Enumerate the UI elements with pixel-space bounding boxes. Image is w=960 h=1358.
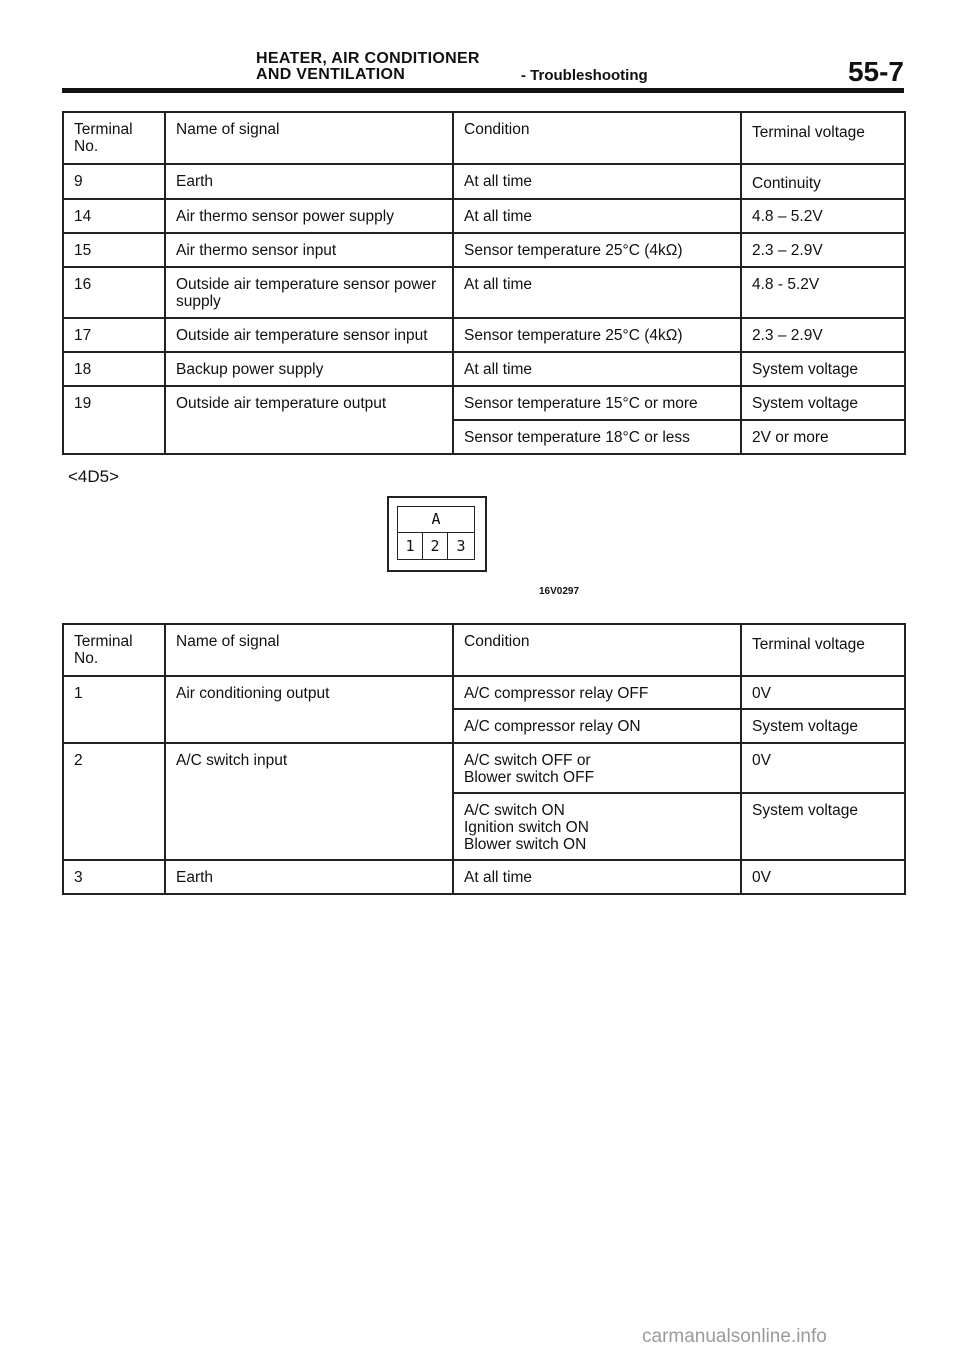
connector-pin: 3 xyxy=(456,537,466,555)
cell-terminal: 9 xyxy=(63,164,165,199)
section-title: - Troubleshooting xyxy=(521,67,648,84)
cell-signal xyxy=(165,420,453,454)
cell-voltage: Continuity xyxy=(741,164,905,199)
cell-condition: A/C compressor relay ON xyxy=(453,709,741,743)
cell-terminal: 15 xyxy=(63,233,165,267)
table-row xyxy=(63,420,905,454)
cell-condition: At all time xyxy=(453,352,741,386)
cell-terminal xyxy=(63,420,165,454)
table-header-row xyxy=(63,624,905,676)
cell-condition: At all time xyxy=(453,199,741,233)
cell-voltage: 2.3 – 2.9V xyxy=(741,233,905,267)
cell-terminal: 19 xyxy=(63,386,165,420)
cell-voltage: 4.8 - 5.2V xyxy=(741,267,905,318)
table-row xyxy=(63,318,905,352)
figure-code: 16V0297 xyxy=(539,586,580,597)
cell-voltage: System voltage xyxy=(741,386,905,420)
table-row xyxy=(63,860,905,894)
cell-terminal: 16 xyxy=(63,267,165,318)
chapter-title-line1: HEATER, AIR CONDITIONER xyxy=(256,50,480,67)
terminal-table-1 xyxy=(62,111,906,455)
cell-signal: Earth xyxy=(165,860,453,894)
cell-voltage: 2V or more xyxy=(741,420,905,454)
table-row xyxy=(63,352,905,386)
col-name-of-signal: Name of signal xyxy=(165,624,453,676)
cell-terminal: 17 xyxy=(63,318,165,352)
connector-body xyxy=(397,506,475,560)
page-number: 55-7 xyxy=(847,56,904,87)
cell-terminal: 2 xyxy=(63,743,165,793)
terminal-table-2 xyxy=(62,623,906,895)
cell-condition: At all time xyxy=(453,860,741,894)
cell-signal: Backup power supply xyxy=(165,352,453,386)
cell-condition: Sensor temperature 15°C or more xyxy=(453,386,741,420)
table-header-row xyxy=(63,112,905,164)
cell-voltage: 0V xyxy=(741,743,905,793)
cell-signal: Air thermo sensor input xyxy=(165,233,453,267)
cell-voltage: 0V xyxy=(741,860,905,894)
cell-condition: A/C switch ON Ignition switch ON Blower switch ON xyxy=(453,793,741,860)
cell-signal: Earth xyxy=(165,164,453,199)
page-header xyxy=(62,48,904,96)
connector-label: A xyxy=(398,507,474,533)
cell-condition: Sensor temperature 18°C or less xyxy=(453,420,741,454)
col-terminal-no: Terminal No. xyxy=(63,624,165,676)
cell-condition: A/C switch OFF or Blower switch OFF xyxy=(453,743,741,793)
cell-voltage: System voltage xyxy=(741,709,905,743)
cell-voltage: 0V xyxy=(741,676,905,709)
cell-terminal: 1 xyxy=(63,676,165,709)
col-condition: Condition xyxy=(453,624,741,676)
col-name-of-signal: Name of signal xyxy=(165,112,453,164)
connector-pin: 2 xyxy=(423,533,448,559)
cell-signal: Air conditioning output xyxy=(165,676,453,709)
cell-voltage: 4.8 – 5.2V xyxy=(741,199,905,233)
cell-signal: Outside air temperature sensor power supply xyxy=(165,267,453,318)
cell-voltage: System voltage xyxy=(741,352,905,386)
connector-diagram xyxy=(387,496,487,572)
cell-signal xyxy=(165,793,453,860)
cell-condition: Sensor temperature 25°C (4kΩ) xyxy=(453,233,741,267)
table-row xyxy=(63,267,905,318)
table-row xyxy=(63,743,905,793)
cell-terminal: 14 xyxy=(63,199,165,233)
col-terminal-voltage: Terminal voltage xyxy=(741,624,905,676)
cell-condition: At all time xyxy=(453,164,741,199)
header-rule xyxy=(62,88,904,93)
connector-pin: 1 xyxy=(398,533,423,559)
chapter-title-line2: AND VENTILATION xyxy=(256,66,406,83)
col-condition: Condition xyxy=(453,112,741,164)
table-row xyxy=(63,793,905,860)
cell-condition: A/C compressor relay OFF xyxy=(453,676,741,709)
cell-signal xyxy=(165,709,453,743)
table-row xyxy=(63,164,905,199)
cell-signal: Air thermo sensor power supply xyxy=(165,199,453,233)
table-row xyxy=(63,709,905,743)
cell-voltage: System voltage xyxy=(741,793,905,860)
table-row xyxy=(63,386,905,420)
col-terminal-voltage: Terminal voltage xyxy=(741,112,905,164)
cell-condition: At all time xyxy=(453,267,741,318)
cell-terminal: 18 xyxy=(63,352,165,386)
cell-terminal xyxy=(63,709,165,743)
cell-signal: Outside air temperature output xyxy=(165,386,453,420)
cell-terminal: 3 xyxy=(63,860,165,894)
watermark: carmanualsonline.info xyxy=(642,1326,827,1347)
col-terminal-no: Terminal No. xyxy=(63,112,165,164)
table-row xyxy=(63,676,905,709)
table-row xyxy=(63,233,905,267)
cell-signal: Outside air temperature sensor input xyxy=(165,318,453,352)
cell-voltage: 2.3 – 2.9V xyxy=(741,318,905,352)
table-row xyxy=(63,199,905,233)
cell-signal: A/C switch input xyxy=(165,743,453,793)
cell-condition: Sensor temperature 25°C (4kΩ) xyxy=(453,318,741,352)
cell-terminal xyxy=(63,793,165,860)
engine-model-label: <4D5> xyxy=(68,467,120,486)
